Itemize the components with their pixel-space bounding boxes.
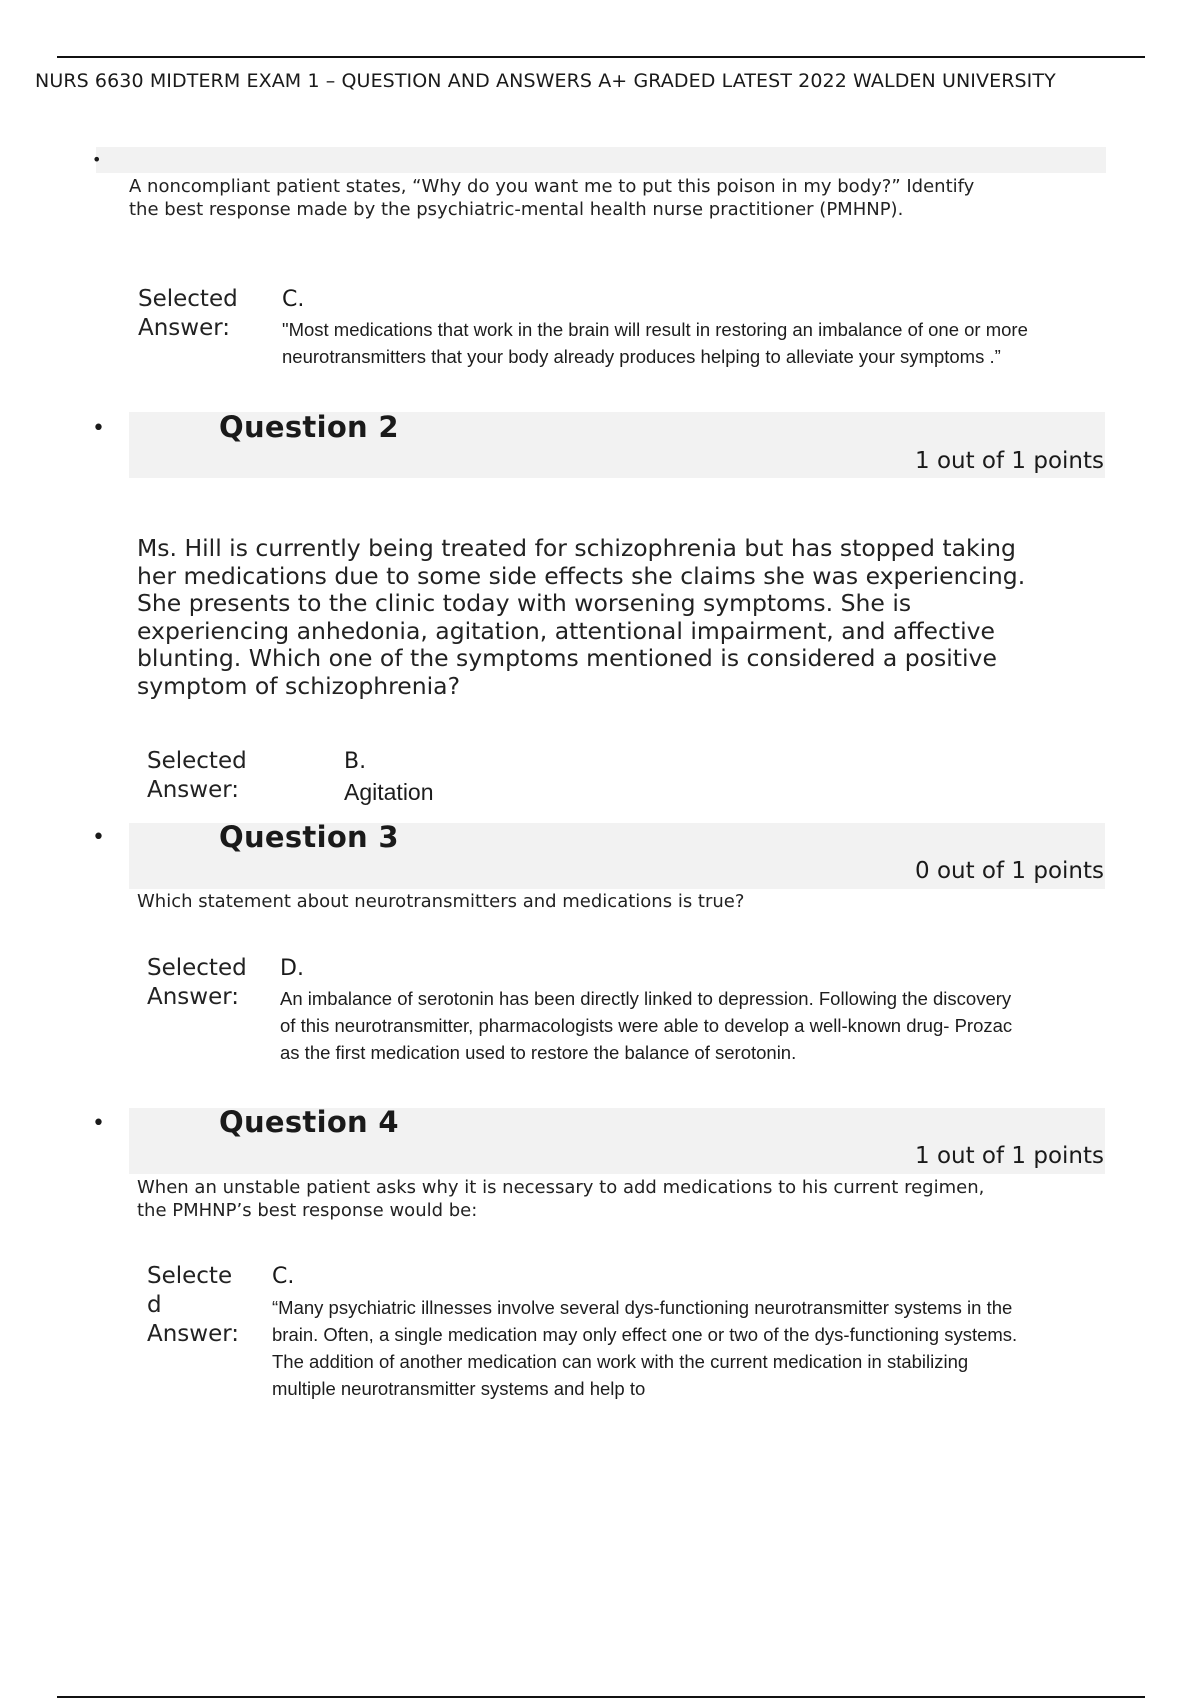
bottom-rule (57, 1696, 1145, 1698)
question-2-answer-label (147, 747, 267, 805)
question-1-answer-letter: C. (282, 287, 305, 312)
answer-label-text: Selected Answer: (138, 286, 238, 341)
answer-label-text: Selecte d Answer: (147, 1263, 240, 1347)
page-header: NURS 6630 MIDTERM EXAM 1 – QUESTION AND ANSWERS A+ GRADED LATEST 2022 WALDEN UNIVERSITY (35, 70, 1056, 92)
question-2-answer-letter: B. (344, 749, 367, 774)
question-2-title: Question 2 (219, 410, 399, 444)
question-3-answer-text: An imbalance of serotonin has been directly linked to depression. Following the discovery of this neurotransmitter, pharmacologists were able to develop a well-known drug- Prozac as the first medication used to restore the balance of serotonin. (280, 988, 1013, 1063)
question-3-answer-letter: D. (280, 956, 304, 981)
question-3-points: 0 out of 1 points (915, 858, 1104, 884)
question-3-answer-label (147, 954, 257, 1012)
question-1-answer-text: "Most medications that work in the brain will result in restoring an imbalance of one or more neurotransmitters that your body already produces helping to alleviate your symptoms .” (282, 319, 1028, 367)
bullet: • (92, 150, 102, 169)
top-rule (57, 56, 1145, 58)
answer-label-text: Selected Answer: (147, 955, 247, 1010)
question-1-text: A noncompliant patient states, “Why do you want me to put this poison in my body?” Identify the best response made by the psychiatric-mental health nurse practitioner (PMHNP). (129, 176, 975, 220)
question-4-answer-letter: C. (272, 1264, 295, 1289)
question-1-band (96, 147, 1106, 173)
bullet: • (92, 416, 105, 441)
question-2-answer-text: Agitation (344, 779, 434, 805)
question-4-title: Question 4 (219, 1105, 399, 1139)
question-2-points: 1 out of 1 points (915, 448, 1104, 474)
bullet: • (92, 825, 105, 850)
question-2-text: Ms. Hill is currently being treated for schizophrenia but has stopped taking her medications due to some side effects she claims she was experiencing. She presents to the clinic today with worsening symptoms. She is experiencing anhedonia, agitation, attentional impairment, and affective blunting. Which one of the symptoms mentioned is considered a positive symptom of schizophrenia? (137, 534, 1026, 700)
question-3-text: Which statement about neurotransmitters and medications is true? (137, 891, 745, 912)
question-4-answer-text: “Many psychiatric illnesses involve several dys-functioning neurotransmitter systems in the brain. Often, a single medication may only effect one or two of the dys-functioning systems. The addition of another medication can work with the current medication in stabilizing multiple neurotransmitter systems and help to (272, 1297, 1018, 1399)
question-4-answer-label (147, 1262, 247, 1349)
question-4-text: When an unstable patient asks why it is necessary to add medications to his current regimen, the PMHNP’s best response would be: (137, 1177, 985, 1221)
bullet: • (92, 1111, 105, 1136)
question-1-answer-label (138, 285, 258, 343)
answer-label-text: Selected Answer: (147, 748, 247, 803)
question-4-points: 1 out of 1 points (915, 1143, 1104, 1169)
question-3-title: Question 3 (219, 820, 399, 854)
